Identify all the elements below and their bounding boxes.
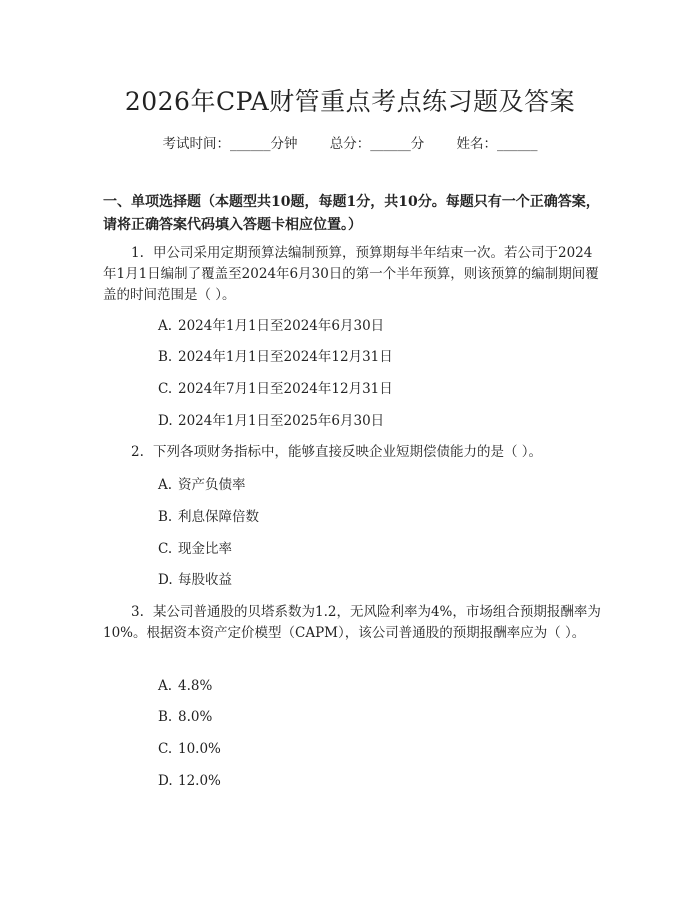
question-3-option-a	[158, 677, 212, 695]
question-3-option-b	[158, 708, 212, 726]
option-letter: B.	[158, 349, 173, 365]
option-text: 10.0%	[178, 741, 221, 757]
option-text: 8.0%	[178, 709, 213, 725]
option-letter: C.	[158, 541, 173, 557]
question-1-option-b	[158, 348, 393, 366]
option-letter: C.	[158, 381, 173, 397]
question-1-option-d	[158, 412, 384, 430]
question-2-option-a	[158, 476, 246, 494]
option-text: 2024年1月1日至2024年12月31日	[178, 349, 393, 365]
option-text: 12.0%	[178, 773, 221, 789]
option-letter: D.	[158, 773, 173, 789]
option-letter: D.	[158, 572, 173, 588]
exam-meta	[0, 132, 700, 152]
question-3	[103, 602, 603, 644]
question-3-option-c	[158, 740, 221, 758]
option-letter: C.	[158, 741, 173, 757]
page-title: 2026年CPA财管重点考点练习题及答案	[124, 87, 576, 116]
option-text: 每股收益	[178, 572, 232, 588]
option-text: 利息保障倍数	[178, 509, 259, 525]
option-text: 现金比率	[178, 541, 232, 557]
option-text: 2024年7月1日至2024年12月31日	[178, 381, 393, 397]
question-number: 2.	[131, 444, 144, 460]
question-text: 下列各项财务指标中，能够直接反映企业短期偿债能力的是（ ）。	[153, 444, 543, 460]
option-letter: D.	[158, 413, 173, 429]
question-number: 1.	[131, 245, 144, 261]
question-text: 甲公司采用定期预算法编制预算，预算期每半年结束一次。若公司于2024年1月1日编制了覆盖至2024年6月30日的第一个半年预算，则该预算的编制期间覆盖的时间范围是（ ）。	[103, 245, 599, 303]
exam-time-field: 考试时间：______分钟	[162, 136, 298, 152]
question-2	[103, 442, 603, 463]
option-text: 4.8%	[178, 678, 213, 694]
option-letter: A.	[158, 678, 173, 694]
question-2-option-d	[158, 571, 232, 589]
question-2-option-c	[158, 540, 232, 558]
option-text: 2024年1月1日至2025年6月30日	[178, 413, 385, 429]
option-text: 2024年1月1日至2024年6月30日	[178, 318, 385, 334]
question-1-option-c	[158, 380, 393, 398]
question-number: 3.	[131, 604, 144, 620]
total-score-field: 总分：______分	[329, 136, 425, 152]
option-letter: B.	[158, 509, 173, 525]
question-text: 某公司普通股的贝塔系数为1.2，无风险利率为4%，市场组合预期报酬率为10%。根据资本资产定价模型（CAPM），该公司普通股的预期报酬率应为（ ）。	[103, 604, 601, 641]
question-1	[103, 243, 603, 306]
question-1-option-a	[158, 317, 384, 335]
option-text: 资产负债率	[178, 477, 246, 493]
option-letter: B.	[158, 709, 173, 725]
option-letter: A.	[158, 318, 173, 334]
question-3-option-d	[158, 772, 221, 790]
section-heading: 一、单项选择题（本题型共10题，每题1分，共10分。每题只有一个正确答案，请将正确答案代码填入答题卡相应位置。）	[103, 194, 600, 233]
question-2-option-b	[158, 508, 259, 526]
option-letter: A.	[158, 477, 173, 493]
name-field: 姓名：______	[456, 136, 538, 152]
